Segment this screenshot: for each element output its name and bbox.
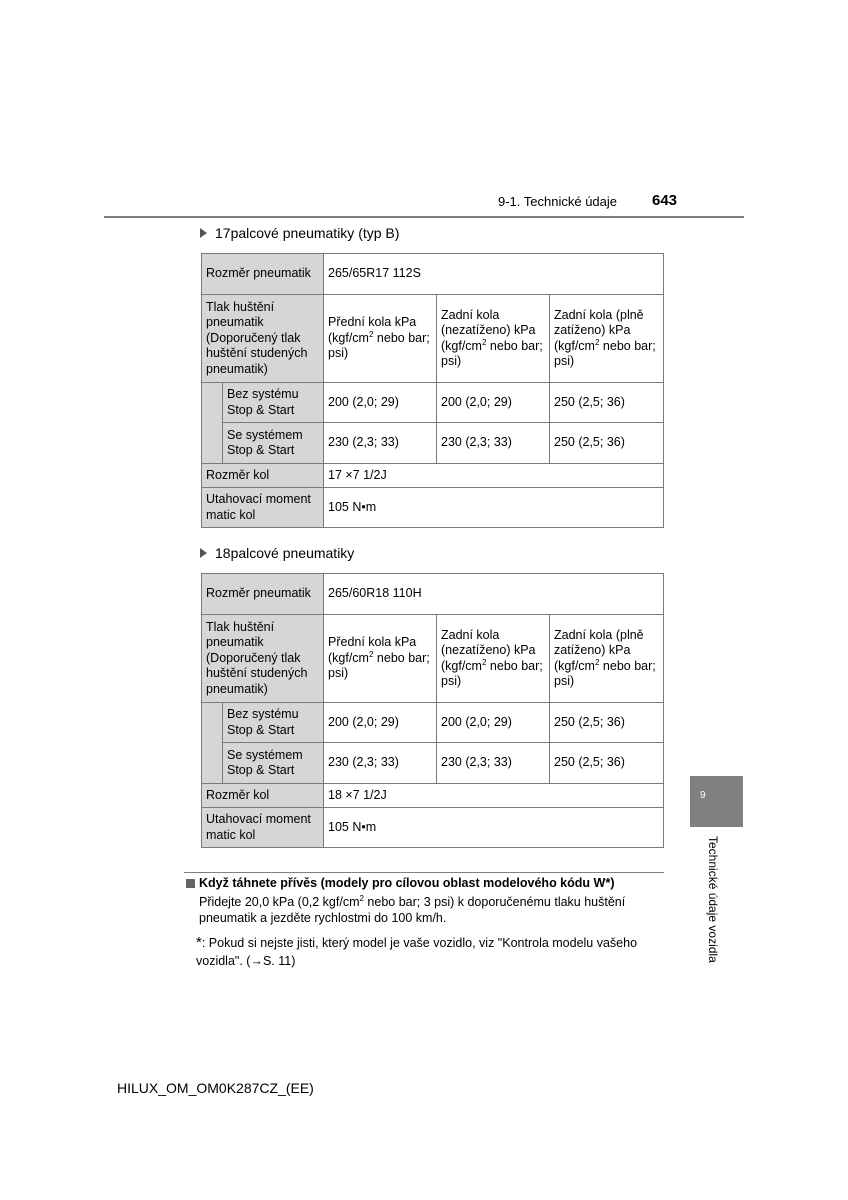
tire-spec-table-17in xyxy=(201,253,664,528)
note-heading-text: Když táhnete přívěs (modely pro cílovou oblast modelového kódu W xyxy=(199,876,606,890)
header-section-title: 9-1. Technické údaje xyxy=(498,194,618,209)
notes-rule xyxy=(184,872,664,873)
wheel-size-label: Rozměr kol xyxy=(202,784,324,808)
indent-cell xyxy=(202,703,223,784)
tire-size-label: Rozměr pneumatik xyxy=(202,254,324,295)
table-row xyxy=(202,743,664,784)
value-front: 230 (2,3; 33) xyxy=(324,423,437,464)
note-heading-close: ) xyxy=(610,876,615,890)
value-rear-unloaded: 230 (2,3; 33) xyxy=(437,743,550,784)
document-id: HILUX_OM_OM0K287CZ_(EE) xyxy=(117,1080,314,1096)
pressure-label: Tlak huštění pneumatik (Doporučený tlak huštění studených pneumatik) xyxy=(202,615,324,703)
wheel-size-label: Rozměr kol xyxy=(202,464,324,488)
value-front: 200 (2,0; 29) xyxy=(324,383,437,423)
row-label: Bez systému Stop & Start xyxy=(223,383,324,423)
tire-size-value: 265/65R17 112S xyxy=(324,254,664,295)
torque-label: Utahovací moment matic kol xyxy=(202,488,324,528)
pressure-label: Tlak huštění pneumatik (Doporučený tlak huštění studených pneumatik) xyxy=(202,295,324,383)
value-rear-unloaded: 230 (2,3; 33) xyxy=(437,423,550,464)
value-rear-unloaded: 200 (2,0; 29) xyxy=(437,383,550,423)
col-header-rear-unloaded: Zadní kola (nezatíženo) kPa ($kgf/cm^2$ nebo bar; psi) xyxy=(437,295,550,383)
chapter-number: 9 xyxy=(700,790,706,801)
row-label: Bez systému Stop & Start xyxy=(223,703,324,743)
table-row xyxy=(202,383,664,423)
value-rear-unloaded: 200 (2,0; 29) xyxy=(437,703,550,743)
value-rear-loaded: 250 (2,5; 36) xyxy=(550,703,664,743)
value-rear-loaded: 250 (2,5; 36) xyxy=(550,383,664,423)
col-header-rear-loaded: Zadní kola (plně zatíženo) kPa ($kgf/cm^2$ nebo bar; psi) xyxy=(550,295,664,383)
row-label: Se systémem Stop & Start xyxy=(223,743,324,784)
chapter-label: Technické údaje vozidla xyxy=(706,836,720,963)
torque-label: Utahovací moment matic kol xyxy=(202,808,324,848)
col-header-rear-unloaded: Zadní kola (nezatíženo) kPa ($kgf/cm^2$ nebo bar; psi) xyxy=(437,615,550,703)
table-row xyxy=(202,423,664,464)
value-front: 200 (2,0; 29) xyxy=(324,703,437,743)
footnote-mark: * xyxy=(196,934,202,951)
tire-size-value: 265/60R18 110H xyxy=(324,574,664,615)
section-title-text: 18palcové pneumatiky xyxy=(215,545,355,561)
col-header-rear-loaded: Zadní kola (plně zatíženo) kPa ($kgf/cm^2$ nebo bar; psi) xyxy=(550,615,664,703)
tire-size-label: Rozměr pneumatik xyxy=(202,574,324,615)
col-header-front: Přední kola kPa ($kgf/cm^2$ nebo bar; psi) xyxy=(324,615,437,703)
page-number: 643 xyxy=(652,192,678,209)
wheel-size-value: 17 ×7 1/2J xyxy=(324,464,664,488)
torque-value: 105 N•m xyxy=(324,488,664,528)
section-title-17in xyxy=(200,225,399,241)
tire-spec-table-18in xyxy=(201,573,664,848)
footnote xyxy=(196,934,666,970)
footnote-text: : Pokud si nejste jisti, který model je vaše vozidlo, viz "Kontrola modelu vašeho vozidla". (→S. 11) xyxy=(196,936,638,968)
triangle-bullet-icon xyxy=(200,228,207,238)
value-rear-loaded: 250 (2,5; 36) xyxy=(550,743,664,784)
value-front: 230 (2,3; 33) xyxy=(324,743,437,784)
row-label: Se systémem Stop & Start xyxy=(223,423,324,464)
note-heading: Když táhnete přívěs (modely pro cílovou oblast modelového kódu W * ) xyxy=(186,876,615,890)
note-body: Přidejte 20,0 kPa (0,2 kgf/$cm^2$ nebo bar; 3 psi) k doporučenému tlaku huštění pneumatik a jezděte rychlostmi do 100 km/h. xyxy=(199,893,626,925)
chapter-tab xyxy=(690,776,743,827)
square-bullet-icon xyxy=(186,879,195,888)
torque-value: 105 N•m xyxy=(324,808,664,848)
value-rear-loaded: 250 (2,5; 36) xyxy=(550,423,664,464)
triangle-bullet-icon xyxy=(200,548,207,558)
table-row xyxy=(202,703,664,743)
section-title-text: 17palcové pneumatiky (typ B) xyxy=(215,225,400,241)
header-rule xyxy=(104,216,744,218)
section-title-18in xyxy=(200,545,354,561)
col-header-front: Přední kola kPa ($kgf/cm^2$ nebo bar; psi) xyxy=(324,295,437,383)
wheel-size-value: 18 ×7 1/2J xyxy=(324,784,664,808)
indent-cell xyxy=(202,383,223,464)
